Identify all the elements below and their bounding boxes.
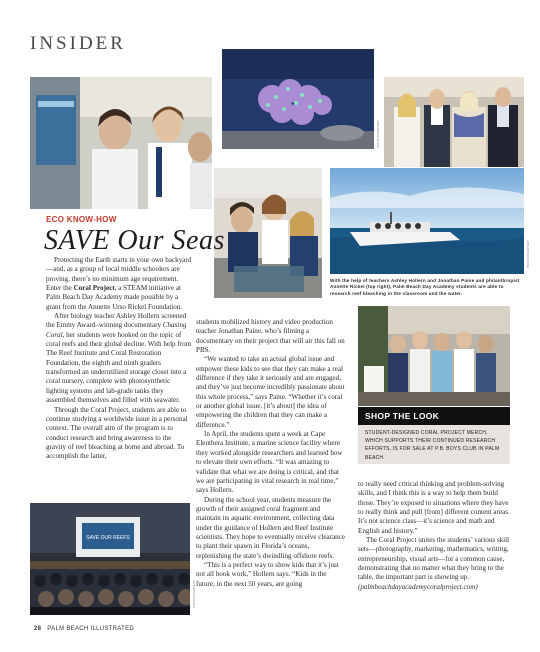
shop-the-look-box xyxy=(358,407,510,464)
body-column-2 xyxy=(196,318,346,589)
section-title: INSIDER xyxy=(30,33,126,54)
page-footer xyxy=(34,626,134,632)
paragraph: During the school year, students measure the growth of their assigned coral fragment and maintain its aquatic environment, collecting data under the guidance of Hollern and Reef Institute scientists. They hope to eventually receive clearance to plant their spawn in Florida’s oceans, replenishing the state’s dwindling offshore reefs. xyxy=(196,495,345,560)
paragraph: Through the Coral Project, students are able to continue studying a worldwide issue in a personal context. The overall aim of the program is to conduct research and bring awareness to the gravity of reef bleaching at home and abroad. To accomplish the latter, xyxy=(46,405,188,461)
paragraph xyxy=(46,256,192,312)
merch-group-photo xyxy=(358,306,510,406)
paragraph: students mobilized history and video production teacher Jonathan Paine, who’s filming a documentary on their project that will air this fall on PBS. xyxy=(196,318,345,355)
paragraph: to really need critical thinking and problem-solving skills, and I think this is a way to help them build those. They’re exposed to situations where they have to really think and pull [from] different content areas. It’s not science class—it’s science and math and English and history.” xyxy=(358,480,510,535)
body-column-3 xyxy=(358,480,510,592)
project-url: (palmbeachdayacademycoralproject.com) xyxy=(358,582,478,591)
auditorium-photo-credit: PHOTO COURTESY xyxy=(192,580,196,609)
paragraph-text: , a STEAM initiative at Palm Beach Day Academy made possible by a grant from the Annette Urso Rickel Foundation. xyxy=(46,284,183,311)
publication-name: PALM BEACH ILLUSTRATED xyxy=(47,626,135,632)
shop-the-look-heading: SHOP THE LOOK xyxy=(358,407,510,425)
projector-screen-text: SAVE OUR REEFS xyxy=(86,535,130,541)
boat-photo xyxy=(330,168,524,274)
paragraph-text: The Coral Project unites the students’ various skill sets—photography, marketing, mathematics, writing, entrepreneurship, visual arts—for a common cause, demonstrating that no matter what they bring to the table, the important part is showing up. xyxy=(358,536,510,582)
coral-photo xyxy=(222,49,374,149)
page-number: 28 xyxy=(34,626,42,632)
documentary-title: Chasing Coral xyxy=(46,321,187,339)
paragraph xyxy=(358,536,510,592)
paragraph-text: Protecting the Earth starts in your own backyard—and, as a group of local middle schoolers are proving, there’s no minimum age requirement. Enter the xyxy=(46,256,192,293)
students-classroom-photo xyxy=(30,77,212,209)
photo-caption: With the help of teachers Ashley Hollern and Jonathan Paine and philanthropist Annette Rickel (top right), Palm Beach Day Academy students are able to research reef bleaching in the classroom and the water. xyxy=(330,278,520,296)
auditorium-photo xyxy=(30,503,190,615)
paragraph-text: , her students were hooked on the topic of coral reefs and their global decline. With help from The Reef Institute and Coral Restoration Foundation, the eighth and ninth graders transformed an underutilized storage closet into a coral nursery, complete with photosynthetic lighting systems and lab-grade tanks they assembled themselves and filled with seawater. xyxy=(46,330,192,405)
students-lab-photo xyxy=(214,168,322,298)
paragraph xyxy=(46,312,192,405)
headline: SAVE Our Seas xyxy=(44,225,225,256)
body-column-1 xyxy=(46,256,192,462)
kicker: ECO KNOW-HOW xyxy=(46,215,117,224)
coral-project-bold: Coral Project xyxy=(73,284,115,293)
boat-photo-credit: PHOTO COURTESY xyxy=(526,240,530,269)
shop-the-look-text: STUDENT-DESIGNED CORAL PROJECT MERCH, WHICH SUPPORTS THEIR CONTINUED RESEARCH EFFORTS, IS FOR SALE AT P.B. BOYS CLUB IN PALM BEACH. xyxy=(365,430,500,461)
paragraph-text: After biology teacher Ashley Hollern screened the Emmy Award–winning documentary xyxy=(46,312,187,330)
paragraph: “We wanted to take an actual global issue and empower these kids to see that they can make a real difference if they take it seriously and are engaged, and they’ve just become incredibly passionate about this whole process,” says Paine. “Whether it’s coral or another global issue, [it’s about] the idea of empowering the children that they can make a difference.” xyxy=(196,355,345,429)
teachers-photo xyxy=(384,77,524,167)
paragraph: In April, the students spent a week at Cape Eleuthera Institute, a marine science facility where they worked alongside researchers and learned how to elevate their own efforts. “It was amazing to validate that what we are doing is critical, and that we are participating in vital research in real time,” says Hollern. xyxy=(196,430,343,495)
coral-photo-credit: PHOTO COURTESY xyxy=(376,120,380,149)
paragraph: “This is a perfect way to show kids that it’s just not all book work,” Hollern says. “Kids in the future, in the next 50 years, are going xyxy=(196,560,339,588)
